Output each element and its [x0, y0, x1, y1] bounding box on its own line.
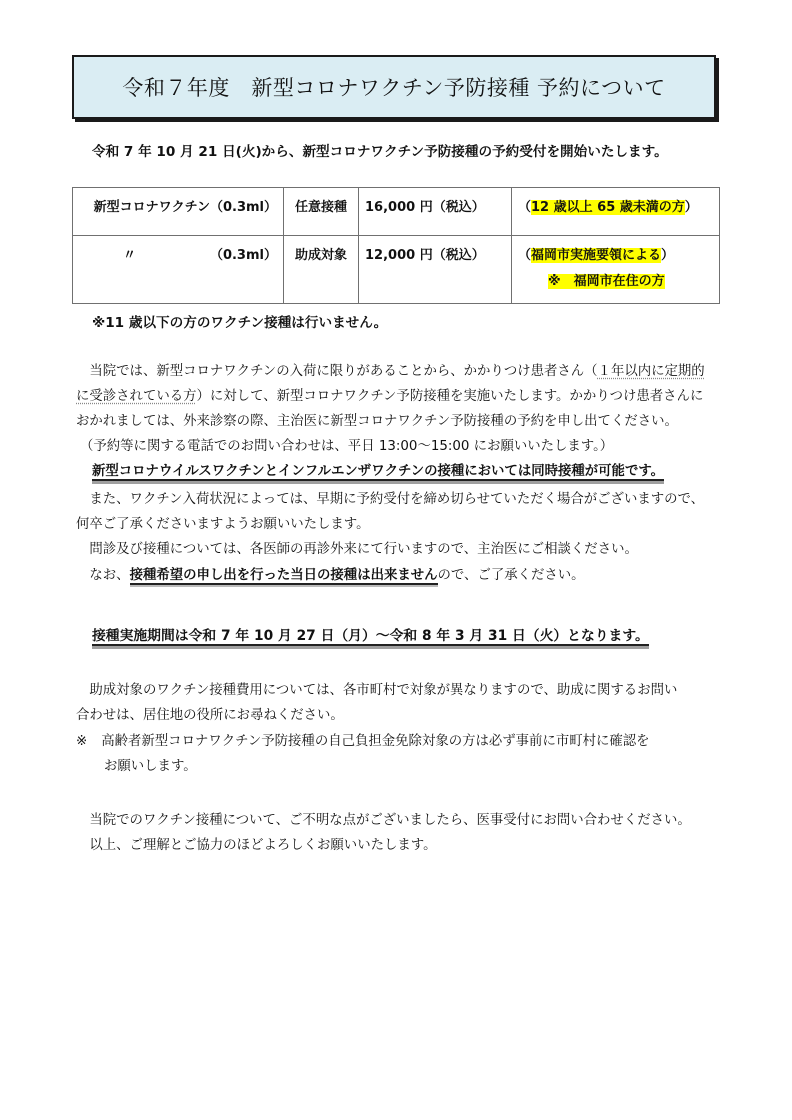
type-cell: 助成対象	[284, 236, 359, 304]
paragraph-line: 助成対象のワクチン接種費用については、各市町村で対象が異なりますので、助成に関するお問い	[76, 683, 678, 698]
dotted-underline-text: に受診されている方	[76, 389, 197, 404]
vaccine-cell	[73, 236, 284, 304]
paragraph-line	[76, 362, 705, 382]
paragraph-line	[76, 732, 650, 752]
paragraph-line: 以上、ご理解とご協力のほどよろしくお願いいたします。	[76, 838, 437, 853]
under-age-notice: ※11 歳以下の方のワクチン接種は行いません。	[92, 315, 388, 331]
simultaneous-notice	[92, 462, 664, 482]
residence-note: ※ 福岡市在住の方	[548, 274, 665, 289]
price-cell: 16,000 円（税込）	[359, 188, 512, 236]
underlined-bold-text: 新型コロナウイルスワクチンとインフルエンザワクチンの接種においては同時接種が可能です。	[92, 464, 665, 479]
title-box	[72, 55, 716, 119]
note-open: （	[518, 200, 532, 215]
highlighted-note: 福岡市実施要領による	[531, 248, 662, 263]
note-close: ）	[684, 200, 698, 215]
note-cell	[512, 188, 720, 236]
paragraph-line: 合わせは、居住地の役所にお尋ねください。	[76, 708, 344, 723]
underlined-bold-text: 接種実施期間は令和 7 年 10 月 27 日（月）～令和 8 年 3 月 31 日（火）となります。	[92, 628, 649, 644]
text-span: 高齢者新型コロナワクチン予防接種の自己負担金免除対象の方は必ず事前に市町村に確認を	[101, 734, 650, 749]
price-table	[72, 187, 720, 304]
phone-hours-note: （予約等に関する電話でのお問い合わせは、平日 13:00～15:00 にお願いいたします。）	[80, 439, 614, 454]
paragraph-line: お願いします。	[104, 759, 197, 774]
page-title: 令和７年度 新型コロナワクチン予防接種 予約について	[122, 76, 666, 100]
text-span: 当院では、新型コロナワクチンの入荷に限りがあることから、かかりつけ患者さん（	[76, 364, 598, 379]
text-span: ）に対して、新型コロナワクチン予防接種を実施いたします。かかりつけ患者さんに	[196, 389, 704, 404]
dotted-underline-text: １年以内に定期的	[597, 364, 705, 379]
price-cell: 12,000 円（税込）	[359, 236, 512, 304]
text-span: ので、ご了承ください。	[437, 568, 585, 583]
table-row	[73, 188, 720, 236]
type-cell: 任意接種	[284, 188, 359, 236]
paragraph-line: また、ワクチン入荷状況によっては、早期に予約受付を締め切らせていただく場合がございますので、	[76, 492, 705, 507]
table-row	[73, 236, 720, 304]
paragraph-line: おかれましては、外来診察の際、主治医に新型コロナワクチン予防接種の予約を申し出てください。	[76, 414, 678, 429]
note-cell	[512, 236, 720, 304]
start-notice: 令和 7 年 10 月 21 日(火)から、新型コロナワクチン予防接種の予約受付を開始いたします。	[92, 144, 668, 160]
highlighted-note: 12 歳以上 65 歳未満の方	[531, 200, 685, 215]
text-span: なお、	[76, 568, 130, 583]
underlined-bold-text: 接種希望の申し出を行った当日の接種は出来ません	[129, 568, 438, 583]
paragraph-line	[76, 387, 703, 407]
vaccine-cell: 新型コロナワクチン（0.3ml）	[73, 188, 284, 236]
vaccination-period	[92, 626, 649, 646]
note-mark: ※	[76, 734, 88, 749]
paragraph-line: 当院でのワクチン接種について、ご不明な点がございましたら、医事受付にお問い合わせください。	[76, 813, 691, 828]
paragraph-line: 何卒ご了承くださいますようお願いいたします。	[76, 517, 370, 532]
note-open: （	[518, 248, 532, 263]
paragraph-line	[76, 566, 585, 586]
paragraph-line: 問診及び接種については、各医師の再診外来にて行いますので、主治医にご相談ください。	[76, 542, 638, 557]
note-close: ）	[661, 248, 675, 263]
vaccine-dose: （0.3ml）	[209, 248, 277, 263]
ditto-mark: 〃	[123, 248, 137, 263]
